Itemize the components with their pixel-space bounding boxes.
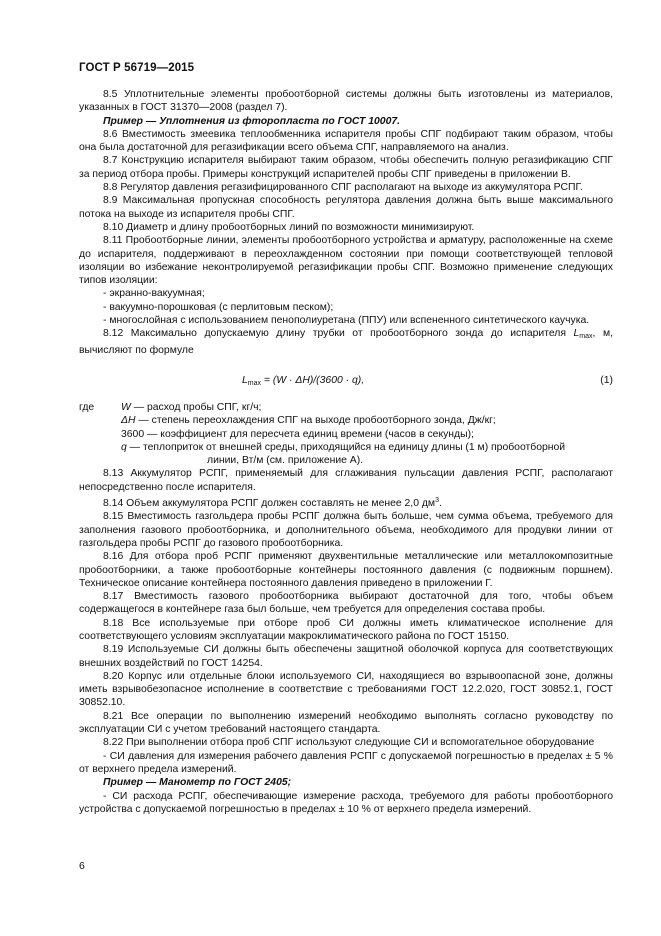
paragraph-8-9: 8.9 Максимальная пропускная способность регулятора давления должна быть выше максимального потока на выходе из испарителя пробы СПГ. [79,195,613,220]
paragraph-8-21: 8.21 Все операции по выполнению измерений необходимо выполнять согласно руководству по эксплуатации СИ с учетом требований настоящего стандарта. [79,710,613,736]
definition-spacer [79,414,121,427]
definition-desc: — расход пробы СПГ, кг/ч; [130,401,262,413]
formula-1 [79,371,613,391]
list-item: - СИ расхода РСПГ, обеспечивающие измерение расхода, требуемого для работы пробоотборного устройства с допускаемой погрешностью в пределах ± 10 % от верхнего предела измерений. [79,790,613,815]
list-item: - вакуумно-порошковая (с перлитовым песком); [103,301,334,313]
definition-text [121,428,613,441]
definition-row [79,428,613,441]
example-paragraph: Пример — Уплотнения из фторопласта по ГОСТ 10007. [103,115,401,127]
paragraph-8-6: 8.6 Вместимость змеевика теплообменника испарителя пробы СПГ подбирают таким образом, чтобы она была достаточной для регазификации всего объема СПГ, направляемого на анализ. [79,128,613,154]
p814-end: . [438,498,442,510]
p814-superscript: 3 [435,497,439,505]
definition-row [79,401,613,414]
paragraph-8-11: 8.11 Пробоотборные линии, элементы пробоотборного устройства и арматуру, расположенные на схеме до испарителя, поддерживают в переохлажденном состоянии при помощи соответствующей тепловой изоляции во избежание неконтролируемой регазификации пробы СПГ. Возможно применение следующих типов изоляции: [79,235,613,287]
definition-desc: — теплоприток от внешней среды, приходящийся на единицу длины (1 м) пробоотборной [126,441,566,453]
document-body [79,88,613,816]
paragraph-8-7: 8.7 Конструкцию испарителя выбирают таким образом, чтобы обеспечить полную регазификацию СПГ за период отбора пробы. Примеры конструкций испарителей пробы СПГ приведены в приложении В. [79,155,613,180]
definition-row [79,441,613,454]
formula-lhs: L [242,374,248,386]
p812-subscript: max [579,333,593,341]
example-paragraph: Пример — Манометр по ГОСТ 2405; [103,777,292,789]
paragraph-8-13: 8.13 Аккумулятор РСПГ, применяемый для сглаживания пульсации давления РСПГ, располагают непосредственно после испарителя. [79,468,613,493]
definition-continuation: линии, Вт/м (см. приложение А). [207,455,364,467]
definitions-list [79,401,613,467]
paragraph-8-17: 8.17 Вместимость газового пробоотборника выбирают достаточной для того, чтобы объем содержащегося в контейнере газа был больше, чем требуется для определения состава пробы. [79,591,613,616]
formula-number: (1) [600,374,613,386]
formula-rhs: = (W · ΔH)/(3600 · q), [261,374,365,386]
p812-text-start: 8.12 Максимально допускаемую длину трубки от пробоотборного зонда до испарителя [103,328,574,340]
formula-expression [242,374,364,390]
definition-symbol: q [121,441,127,453]
definition-spacer [79,428,121,441]
formula-lhs-subscript: max [247,379,262,387]
paragraph-8-5: 8.5 Уплотнительные элементы пробоотборной системы должны быть изготовлены из материалов, указанных в ГОСТ 31370—2008 (раздел 7). [79,89,613,114]
definitions-where: где [79,401,95,413]
paragraph-8-20: 8.20 Корпус или отдельные блоки используемого СИ, находящиеся во взрывоопасной зоне, должны иметь взрывобезопасное исполнение в соответствие с требованиями ГОСТ 12.2.020, ГОСТ 30852.1, ГОСТ 30852.10. [79,670,613,709]
paragraph-8-8: 8.8 Регулятор давления регазифицированного СПГ располагают на выходе из аккумулятора РСПГ. [103,182,583,194]
paragraph-8-10: 8.10 Диаметр и длину пробоотборных линий по возможности минимизируют. [103,221,475,233]
definition-row [79,454,613,467]
definition-row [79,414,613,427]
p812-symbol: L [573,328,580,340]
paragraph-8-16: 8.16 Для отбора проб РСПГ применяют двухвентильные металлические или металлокомпозитные пробоотборники, а также пробоотборные контейнеры постоянного давления (с подвижным поршнем). Техническое описание контейнера постоянного давления приведено в приложении Г. [79,551,613,589]
definition-text [121,401,613,414]
definition-desc: — коэффициент для пересчета единиц времени (часов в секунды); [144,428,474,440]
definition-spacer [79,454,121,467]
definition-symbol: W [121,401,131,413]
p814-text: 8.14 Объем аккумулятора РСПГ должен составлять не менее 2,0 дм [103,498,436,510]
paragraph-8-18: 8.18 Все используемые при отборе проб СИ должны иметь климатическое исполнение для соответствующего условиям эксплуатации макроклиматического района по ГОСТ 15150. [79,617,613,642]
paragraph-8-12 [79,327,613,357]
p812-text-end: , м, вычисляют по формуле [79,328,613,356]
definition-symbol: 3600 [121,428,145,440]
definition-symbol: ΔH [121,415,136,427]
paragraph-8-19: 8.19 Используемые СИ должны быть обеспечены защитной оболочкой корпуса для соответствующих внешних воздействий по ГОСТ 14254. [79,644,613,669]
definition-text [121,441,613,454]
list-item: - экранно-вакуумная; [103,288,205,300]
document-header: ГОСТ Р 56719—2015 [79,62,195,74]
list-item: - СИ давления для измерения рабочего давления РСПГ с допускаемой погрешностью в пределах ± 5 % от верхнего предела измерений. [79,750,613,775]
paragraph-8-15: 8.15 Вместимость газгольдера пробы РСПГ должна быть больше, чем сумма объема, требуемого для заполнения газового пробоотборника, и дополнительного объема, необходимого для продувки линии от газгольдера пробы РСПГ до газового пробоотборника. [79,511,613,549]
definition-desc: — степень переохлаждения СПГ на выходе пробоотборного зонда, Дж/кг; [135,415,496,427]
paragraph-8-14 [79,494,613,510]
page-number: 6 [79,861,85,872]
definition-spacer [79,441,121,454]
list-item: - многослойная с использованием пенополиуретана (ППУ) или вспененного синтетического каучука. [103,315,590,327]
definition-text [121,414,613,427]
paragraph-8-22: 8.22 При выполнении отбора проб СПГ используют следующие СИ и вспомогательное оборудование [103,737,595,749]
